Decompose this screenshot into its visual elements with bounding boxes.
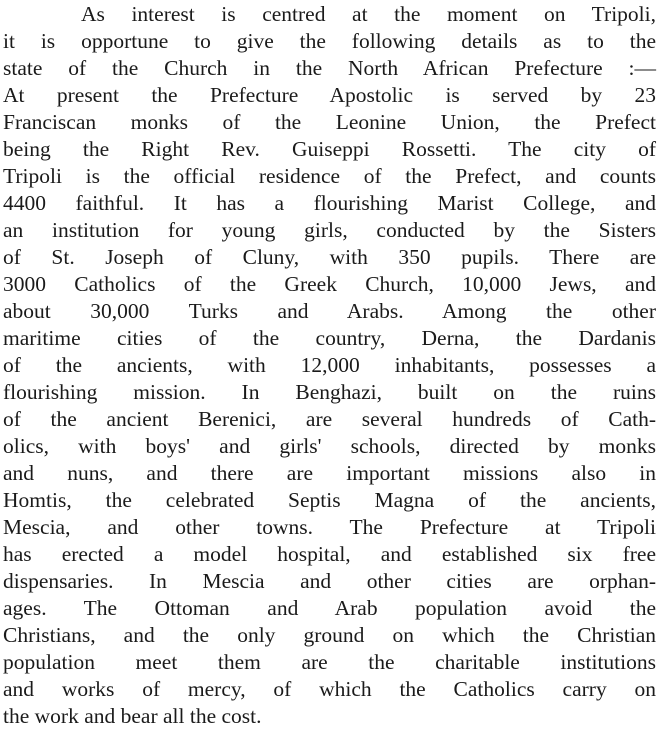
text-line: being the Right Rev. Guiseppi Rossetti. The city of (3, 137, 656, 161)
text-line: and nuns, and there are important missions also in (3, 461, 656, 485)
text-line: maritime cities of the country, Derna, the Dardanis (3, 326, 656, 350)
text-line: 3000 Catholics of the Greek Church, 10,000 Jews, and (3, 272, 656, 296)
text-line: Homtis, the celebrated Septis Magna of the ancients, (3, 488, 656, 512)
text-line: of the ancient Berenici, are several hundreds of Cath- (3, 407, 656, 431)
text-line: an institution for young girls, conducted by the Sisters (3, 218, 656, 242)
text-line: Mescia, and other towns. The Prefecture at Tripoli (3, 515, 656, 539)
text-line: At present the Prefecture Apostolic is served by 23 (3, 83, 656, 107)
text-line: Christians, and the only ground on which the Christian (3, 623, 656, 647)
text-line: Franciscan monks of the Leonine Union, the Prefect (3, 110, 656, 134)
article-text-block (3, 0, 656, 738)
text-line: 4400 faithful. It has a flourishing Marist College, and (3, 191, 656, 215)
text-line: about 30,000 Turks and Arabs. Among the other (3, 299, 656, 323)
text-line: of St. Joseph of Cluny, with 350 pupils. There are (3, 245, 656, 269)
text-line: olics, with boys' and girls' schools, directed by monks (3, 434, 656, 458)
text-line: and works of mercy, of which the Catholics carry on (3, 677, 656, 701)
text-line: it is opportune to give the following details as to the (3, 29, 656, 53)
text-line: flourishing mission. In Benghazi, built on the ruins (3, 380, 656, 404)
text-line: of the ancients, with 12,000 inhabitants, possesses a (3, 353, 656, 377)
text-line: state of the Church in the North African Prefecture :— (3, 56, 656, 80)
text-line-last: the work and bear all the cost. (3, 704, 262, 728)
text-line: dispensaries. In Mescia and other cities are orphan- (3, 569, 656, 593)
text-line: population meet them are the charitable institutions (3, 650, 656, 674)
text-line: Tripoli is the official residence of the Prefect, and counts (3, 164, 656, 188)
text-line: ages. The Ottoman and Arab population avoid the (3, 596, 656, 620)
text-line: has erected a model hospital, and established six free (3, 542, 656, 566)
text-line: As interest is centred at the moment on Tripoli, (81, 2, 656, 26)
